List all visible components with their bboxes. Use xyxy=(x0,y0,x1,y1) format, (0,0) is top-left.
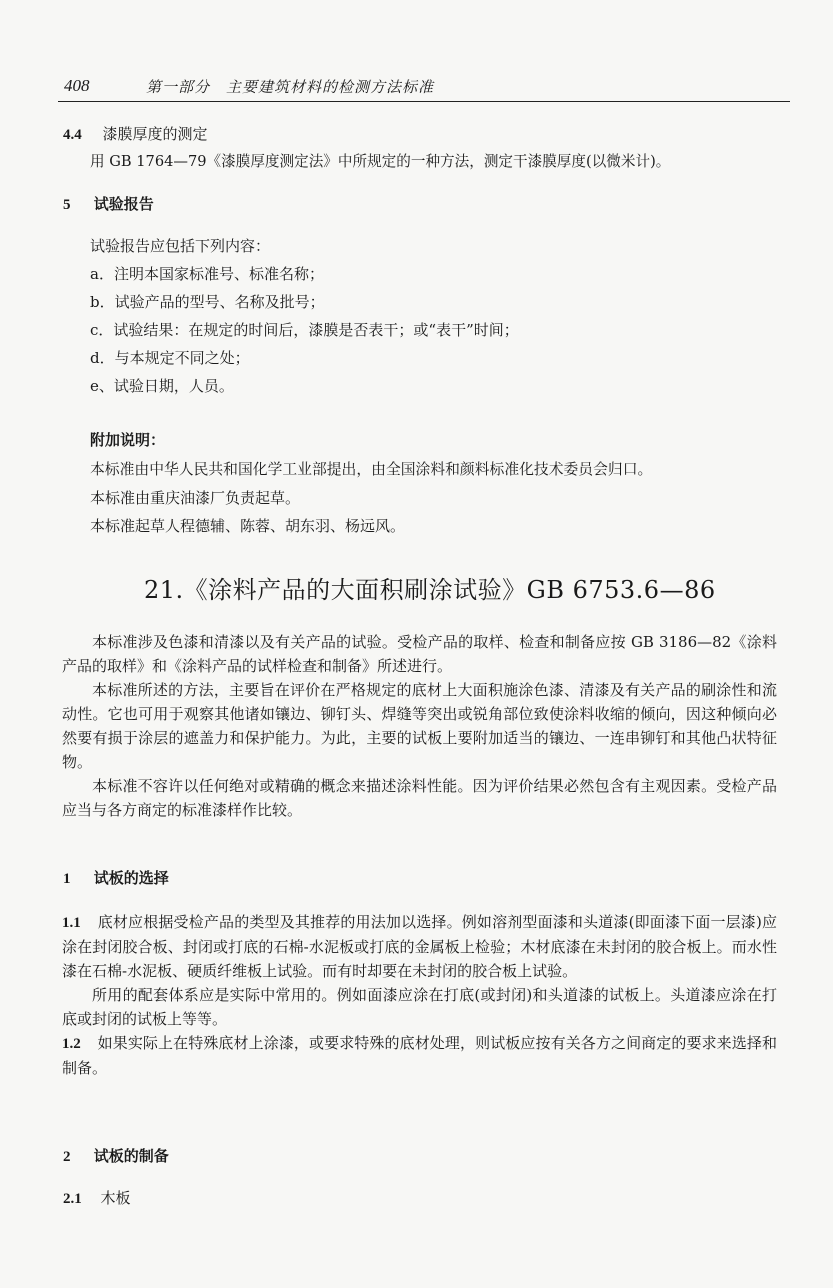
section-title: 试板的制备 xyxy=(93,1147,169,1165)
page-number: 408 xyxy=(64,76,90,95)
section-number: 1 xyxy=(63,871,71,887)
section-2-1-heading xyxy=(63,1188,131,1209)
section-5-heading xyxy=(63,194,154,215)
report-item: b．试验产品的型号、名称及批号； xyxy=(90,293,325,311)
notes-heading: 附加说明： xyxy=(90,431,166,449)
section-1-1-block xyxy=(62,910,777,1080)
section-title: 漆膜厚度的测定 xyxy=(102,125,208,143)
section-4-4-heading xyxy=(63,124,208,145)
report-item: a．注明本国家标准号、标准名称； xyxy=(90,265,324,283)
section-title: 试验报告 xyxy=(93,195,154,213)
section-number: 1.1 xyxy=(62,915,81,931)
report-item: d．与本规定不同之处； xyxy=(90,349,250,367)
section-4-4-text: 用 GB 1764—79《漆膜厚度测定法》中所规定的一种方法，测定干漆膜厚度(以微米计)。 xyxy=(90,153,671,170)
report-intro: 试验报告应包括下列内容： xyxy=(90,237,271,255)
section-1-1-paragraph-2: 所用的配套体系应是实际中常用的。例如面漆应涂在打底(或封闭)和头道漆的试板上。头道漆应涂在打底或封闭的试板上等等。 xyxy=(62,986,777,1028)
section-title: 木板 xyxy=(100,1189,131,1207)
section-number: 2.1 xyxy=(63,1191,82,1207)
document-title: 21.《涂料产品的大面积刷涂试验》GB 6753.6—86 xyxy=(144,576,716,604)
section-number: 1.2 xyxy=(62,1036,81,1052)
intro-paragraph: 本标准所述的方法，主要旨在评价在严格规定的底材上大面积施涂色漆、清漆及有关产品的刷涂性和流动性。它也可用于观察其他诸如镶边、铆钉头、焊缝等突出或锐角部位致使涂料收缩的倾向，因这种倾向必然要有损于涂层的遮盖力和保护能力。为此，主要的试板上要附加适当的镶边、一连串铆钉和其他凸状特征物。 xyxy=(62,681,777,771)
section-1-1-paragraph xyxy=(62,910,777,983)
section-text: 如果实际上在特殊底材上涂漆，或要求特殊的底材处理，则试板应按有关各方之间商定的要求来选择和制备。 xyxy=(62,1034,777,1077)
section-1-heading xyxy=(63,868,169,889)
notes-line: 本标准由中华人民共和国化学工业部提出，由全国涂料和颜料标准化技术委员会归口。 xyxy=(90,461,653,478)
section-text: 底材应根据受检产品的类型及其推荐的用法加以选择。例如溶剂型面漆和头道漆(即面漆下面一层漆)应涂在封闭胶合板、封闭或打底的石棉-水泥板或打底的金属板上检验；木材底漆在未封闭的胶合板上。而水性漆在石棉-水泥板、硬质纤维板上试验。而有时却要在未封闭的胶合板上试验。 xyxy=(62,913,777,980)
section-2-heading xyxy=(63,1146,169,1167)
notes-line: 本标准起草人程德辅、陈蓉、胡东羽、杨远风。 xyxy=(90,517,406,535)
header-rule xyxy=(58,101,790,102)
section-1-2-paragraph xyxy=(62,1031,777,1080)
section-number: 4.4 xyxy=(63,127,82,143)
running-title: 第一部分 主要建筑材料的检测方法标准 xyxy=(146,78,435,96)
section-number: 5 xyxy=(63,197,71,213)
intro-block xyxy=(62,630,777,822)
section-number: 2 xyxy=(63,1149,71,1165)
report-item: e、试验日期，人员。 xyxy=(90,377,234,395)
section-title: 试板的选择 xyxy=(93,869,169,887)
intro-paragraph: 本标准涉及色漆和清漆以及有关产品的试验。受检产品的取样、检查和制备应按 GB 3186—82《涂料产品的取样》和《涂料产品的试样检查和制备》所述进行。 xyxy=(62,633,777,675)
report-item: c．试验结果：在规定的时间后，漆膜是否表干；或“表干”时间； xyxy=(90,321,519,339)
notes-line: 本标准由重庆油漆厂负责起草。 xyxy=(90,489,301,507)
intro-paragraph: 本标准不容许以任何绝对或精确的概念来描述涂料性能。因为评价结果必然包含有主观因素。受检产品应当与各方商定的标准漆样作比较。 xyxy=(62,777,777,819)
page-header xyxy=(60,76,790,100)
